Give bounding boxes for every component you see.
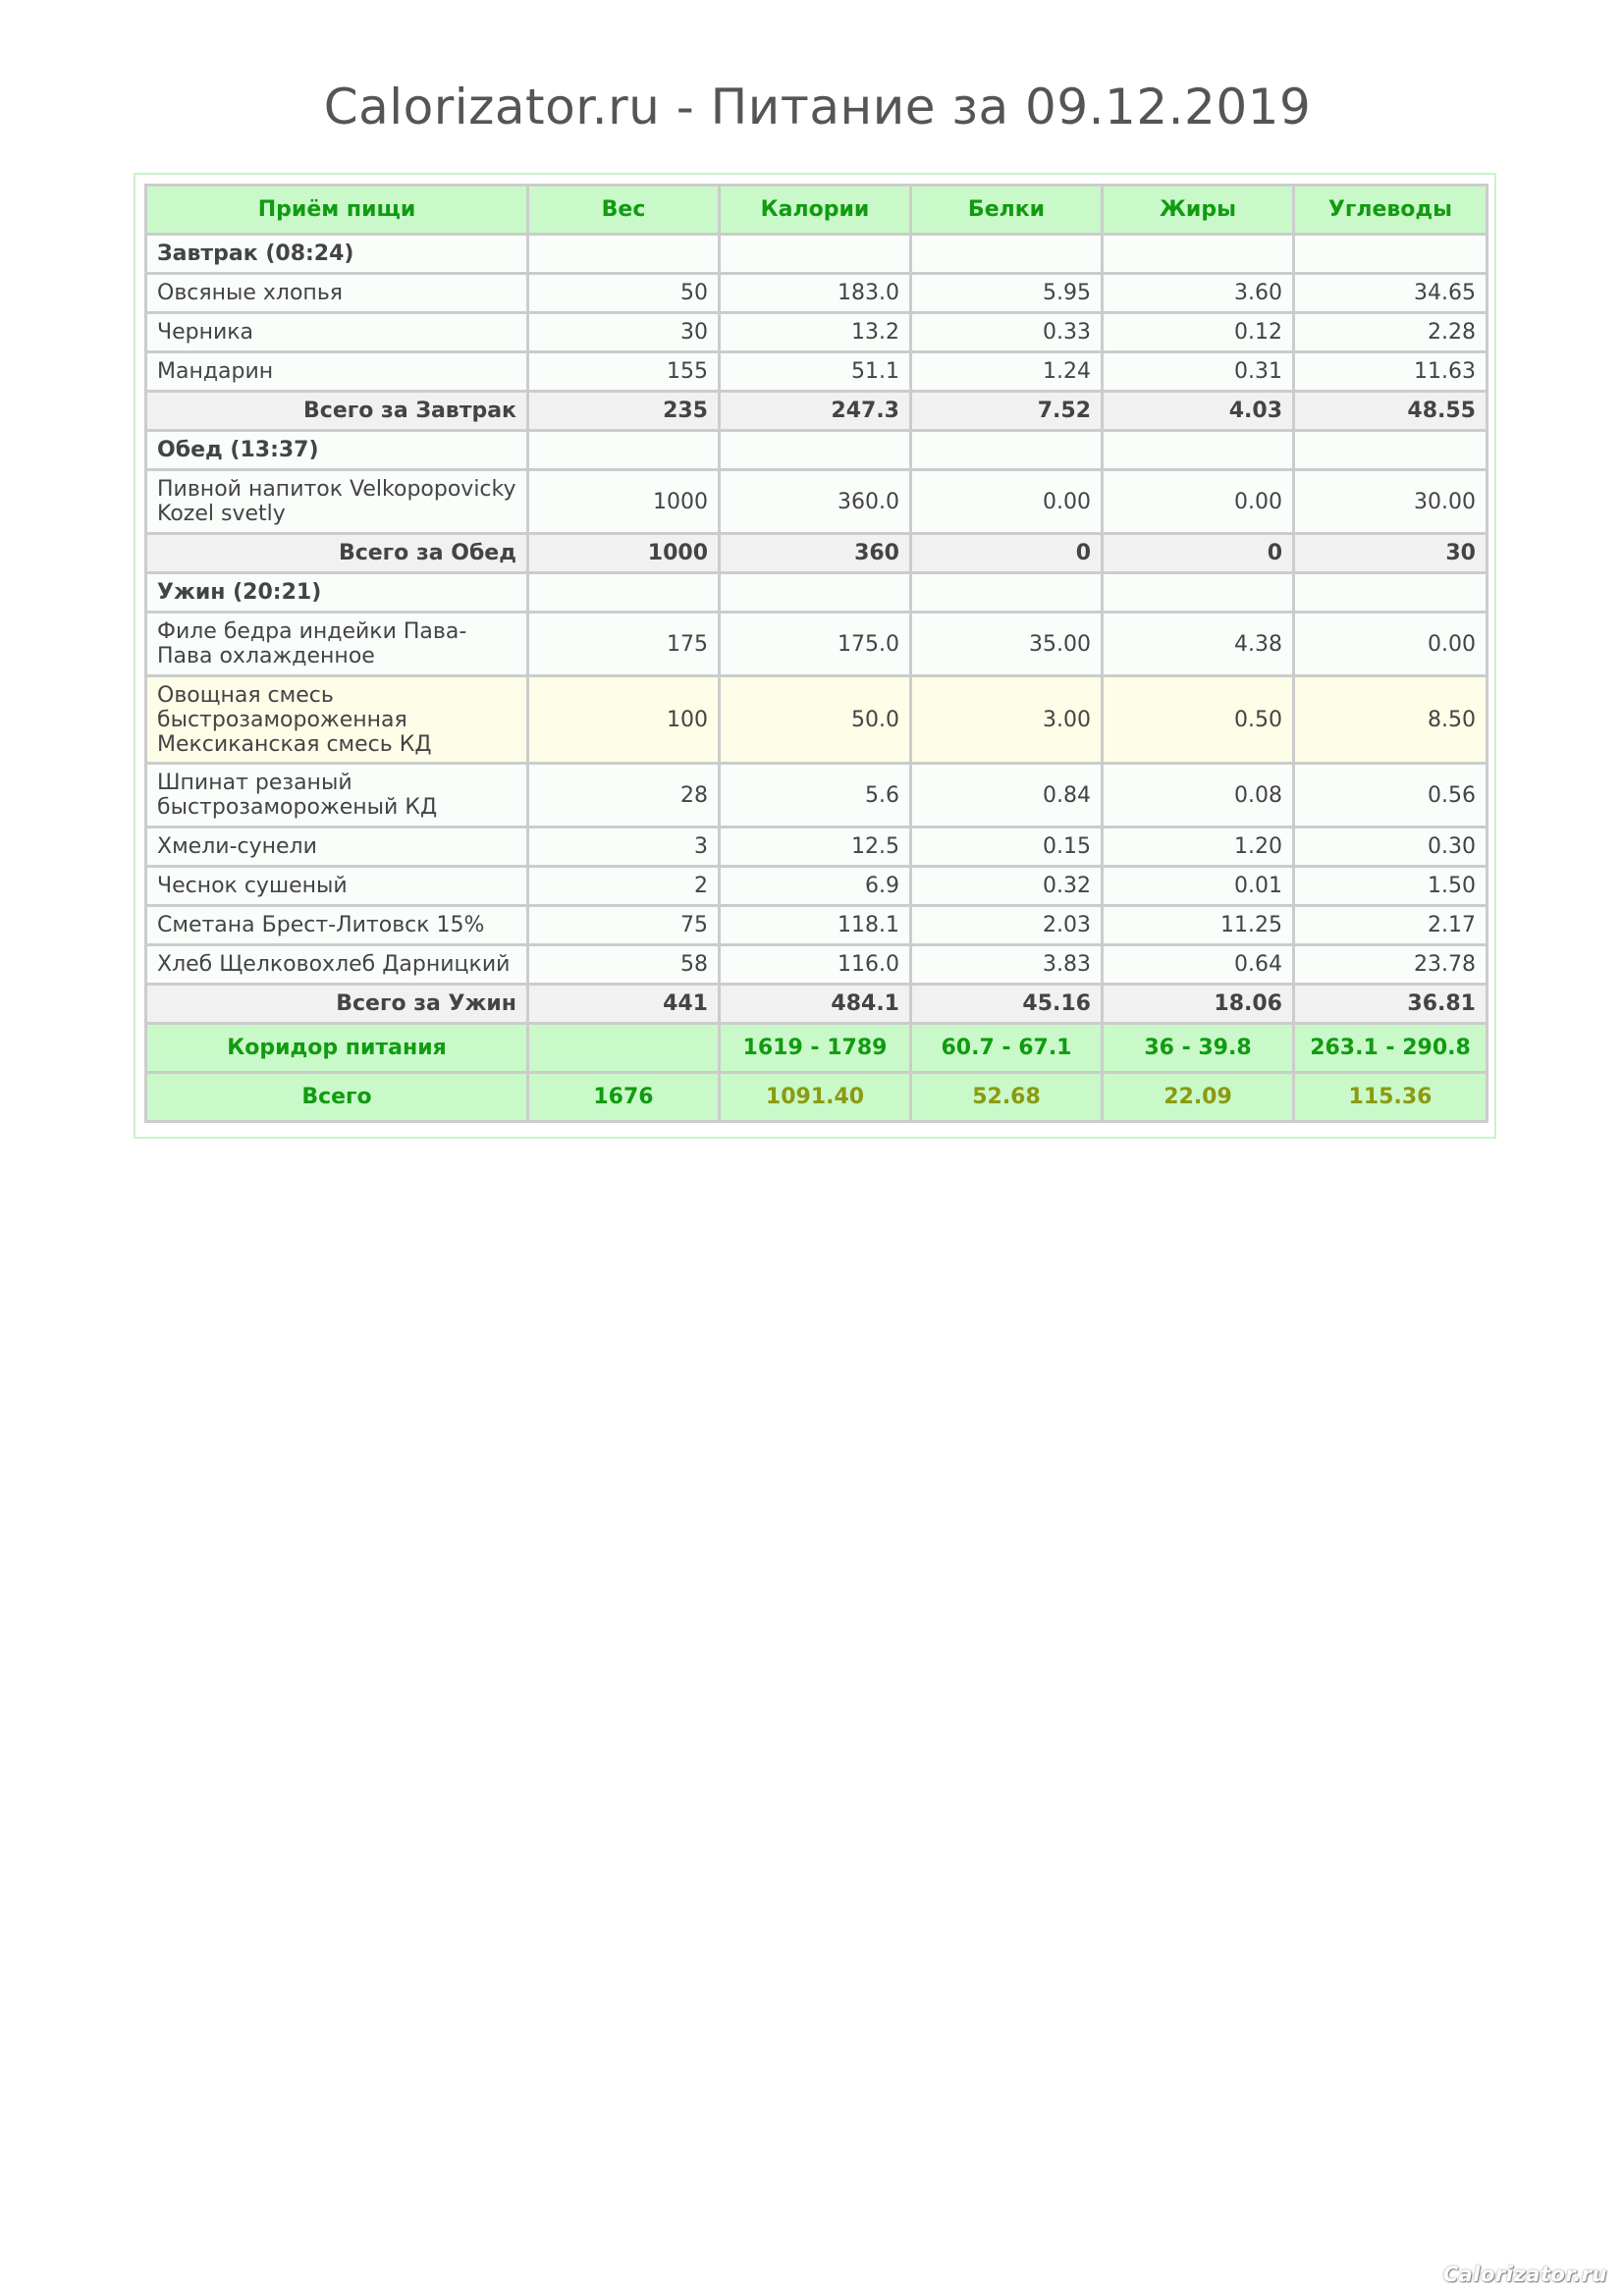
subtotal-weight: 441 [528,985,720,1024]
item-calories: 118.1 [720,906,911,945]
corridor-row [146,1024,1488,1073]
item-name: Сметана Брест-Литовск 15% [146,906,528,945]
item-calories: 5.6 [720,764,911,828]
subtotal-row-lunch [146,534,1488,573]
column-header-protein: Белки [911,186,1103,235]
subtotal-fat: 18.06 [1103,985,1294,1024]
subtotal-row-dinner [146,985,1488,1024]
item-calories: 51.1 [720,352,911,392]
subtotal-row-breakfast [146,392,1488,431]
item-carbs: 1.50 [1294,867,1488,906]
item-weight: 28 [528,764,720,828]
corridor-label: Коридор питания [146,1024,528,1073]
item-fat: 1.20 [1103,828,1294,867]
item-name: Шпинат резаный быстрозамороженый КД [146,764,528,828]
subtotal-protein: 45.16 [911,985,1103,1024]
table-row [146,867,1488,906]
corridor-calories: 1619 - 1789 [720,1024,911,1073]
item-protein: 1.24 [911,352,1103,392]
item-weight: 3 [528,828,720,867]
item-fat: 0.01 [1103,867,1294,906]
table-header-row [146,186,1488,235]
item-weight: 75 [528,906,720,945]
table-row [146,906,1488,945]
item-fat: 3.60 [1103,274,1294,313]
subtotal-fat: 0 [1103,534,1294,573]
column-header-fat: Жиры [1103,186,1294,235]
meal-title: Завтрак (08:24) [146,235,528,274]
meal-header-dinner [146,573,1488,613]
item-weight: 50 [528,274,720,313]
item-protein: 3.00 [911,676,1103,764]
item-carbs: 0.30 [1294,828,1488,867]
subtotal-protein: 0 [911,534,1103,573]
item-carbs: 23.78 [1294,945,1488,985]
item-protein: 5.95 [911,274,1103,313]
item-name: Хлеб Щелковохлеб Дарницкий [146,945,528,985]
item-name: Овсяные хлопья [146,274,528,313]
subtotal-carbs: 48.55 [1294,392,1488,431]
item-carbs: 2.17 [1294,906,1488,945]
item-protein: 0.00 [911,470,1103,534]
subtotal-weight: 235 [528,392,720,431]
item-name: Овощная смесь быстрозамороженная Мексиканская смесь КД [146,676,528,764]
total-calories: 1091.40 [720,1073,911,1122]
item-name: Хмели-сунели [146,828,528,867]
nutrition-table [144,184,1488,1123]
item-protein: 0.15 [911,828,1103,867]
page-title: Calorizator.ru - Питание за 09.12.2019 [323,79,1312,135]
item-fat: 0.31 [1103,352,1294,392]
item-calories: 13.2 [720,313,911,352]
item-protein: 0.33 [911,313,1103,352]
table-row [146,613,1488,676]
corridor-protein: 60.7 - 67.1 [911,1024,1103,1073]
item-protein: 0.32 [911,867,1103,906]
total-fat: 22.09 [1103,1073,1294,1122]
table-row [146,313,1488,352]
item-calories: 360.0 [720,470,911,534]
item-calories: 12.5 [720,828,911,867]
item-calories: 116.0 [720,945,911,985]
item-protein: 35.00 [911,613,1103,676]
meal-title: Обед (13:37) [146,431,528,470]
subtotal-protein: 7.52 [911,392,1103,431]
item-name: Чеснок сушеный [146,867,528,906]
corridor-fat: 36 - 39.8 [1103,1024,1294,1073]
table-row [146,470,1488,534]
item-carbs: 0.56 [1294,764,1488,828]
item-calories: 183.0 [720,274,911,313]
column-header-calories: Калории [720,186,911,235]
item-fat: 0.08 [1103,764,1294,828]
column-header-weight: Вес [528,186,720,235]
total-label: Всего [146,1073,528,1122]
item-protein: 3.83 [911,945,1103,985]
item-carbs: 0.00 [1294,613,1488,676]
subtotal-label: Всего за Ужин [146,985,528,1024]
item-protein: 2.03 [911,906,1103,945]
column-header-carbs: Углеводы [1294,186,1488,235]
item-weight: 1000 [528,470,720,534]
subtotal-label: Всего за Завтрак [146,392,528,431]
table-row [146,764,1488,828]
total-protein: 52.68 [911,1073,1103,1122]
item-calories: 50.0 [720,676,911,764]
item-fat: 4.38 [1103,613,1294,676]
item-fat: 0.12 [1103,313,1294,352]
item-calories: 175.0 [720,613,911,676]
table-row [146,676,1488,764]
item-carbs: 34.65 [1294,274,1488,313]
item-weight: 30 [528,313,720,352]
item-calories: 6.9 [720,867,911,906]
item-fat: 0.64 [1103,945,1294,985]
item-name: Филе бедра индейки Пава-Пава охлажденное [146,613,528,676]
subtotal-calories: 247.3 [720,392,911,431]
item-name: Черника [146,313,528,352]
table-row [146,352,1488,392]
item-weight: 58 [528,945,720,985]
subtotal-fat: 4.03 [1103,392,1294,431]
item-protein: 0.84 [911,764,1103,828]
item-name: Мандарин [146,352,528,392]
subtotal-calories: 484.1 [720,985,911,1024]
watermark: Calorizator.ru [1442,2263,1607,2286]
item-fat: 0.50 [1103,676,1294,764]
total-carbs: 115.36 [1294,1073,1488,1122]
meal-title: Ужин (20:21) [146,573,528,613]
subtotal-label: Всего за Обед [146,534,528,573]
meal-header-breakfast [146,235,1488,274]
table-row [146,828,1488,867]
item-weight: 2 [528,867,720,906]
item-weight: 175 [528,613,720,676]
total-weight: 1676 [528,1073,720,1122]
item-carbs: 8.50 [1294,676,1488,764]
corridor-carbs: 263.1 - 290.8 [1294,1024,1488,1073]
item-fat: 0.00 [1103,470,1294,534]
column-header-meal: Приём пищи [146,186,528,235]
grand-total-row [146,1073,1488,1122]
subtotal-carbs: 36.81 [1294,985,1488,1024]
item-fat: 11.25 [1103,906,1294,945]
item-weight: 155 [528,352,720,392]
table-row [146,945,1488,985]
meal-header-lunch [146,431,1488,470]
item-carbs: 2.28 [1294,313,1488,352]
item-carbs: 11.63 [1294,352,1488,392]
subtotal-carbs: 30 [1294,534,1488,573]
corridor-weight [528,1024,720,1073]
table-row [146,274,1488,313]
item-carbs: 30.00 [1294,470,1488,534]
item-name: Пивной напиток Velkopopovicky Kozel svetly [146,470,528,534]
subtotal-weight: 1000 [528,534,720,573]
subtotal-calories: 360 [720,534,911,573]
item-weight: 100 [528,676,720,764]
